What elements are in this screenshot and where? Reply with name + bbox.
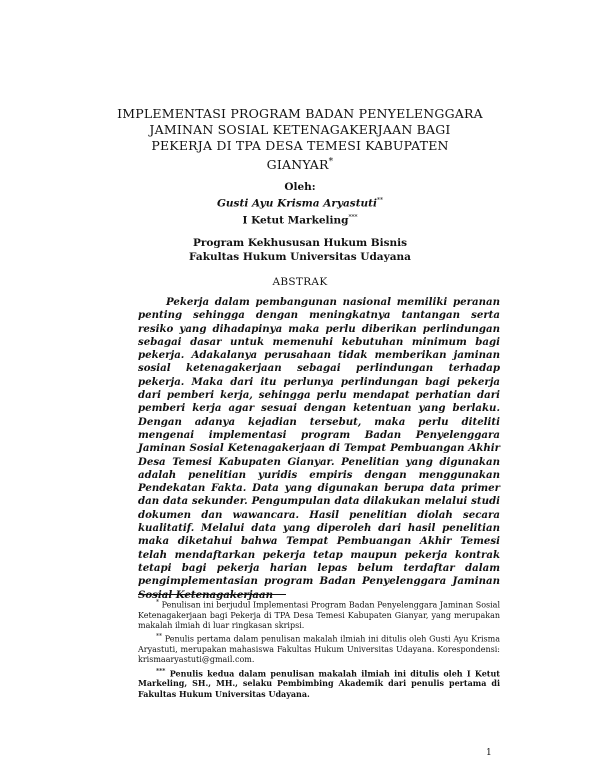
author-1-name: Gusti Ayu Krisma Aryastuti bbox=[216, 197, 378, 210]
author-2-mark: *** bbox=[348, 213, 358, 221]
footnote-1 bbox=[138, 598, 500, 631]
footnote-mark: *** bbox=[156, 667, 166, 675]
program-name: Program Kekhususan Hukum Bisnis bbox=[192, 237, 408, 249]
abstract-body: Pekerja dalam pembangunan nasional memiliki peranan penting sehingga dengan meningkatnya tantangan serta resiko yang dihadapinya maka perlu diberikan perlindungan sebagai dasar untuk memenuhi kebutuhan minimum bagi pekerja. Adakalanya perusahaan tidak memberikan jaminan sosial ketenagakerjaan sebagai perlindungan terhadap pekerja. Maka dari itu perlunya perlindungan bagi pekerja dari pemberi kerja, sehingga perlu mendapat perhatian dari pemberi kerja agar sesuai dengan ketentuan yang berlaku. Dengan adanya kejadian tersebut, maka perlu diteliti mengenai implementasi program Badan Penyelenggara Jaminan Sosial Ketenagakerjaan di Tempat Pembuangan Akhir Desa Temesi Kabupaten Gianyar. Penelitian yang digunakan adalah penelitian yuridis empiris dengan menggunakan Pendekatan Fakta. Data yang digunakan berupa data primer dan data sekunder. Pengumpulan data dilakukan melalui studi dokumen dan wawancara. Hasil penelitian diolah secara kualitatif. Melalui data yang diperoleh dari hasil penelitian maka diketahui bahwa Tempat Pembuangan Akhir Temesi telah mendaftarkan pekerja tetap maupun pekerja kontrak tetapi bagi pekerja harian lepas belum terdaftar dalam pengimplementasian program Badan Penyelenggara Jaminan Sosial Ketenagakerjaan bbox=[138, 296, 500, 601]
title-line bbox=[110, 154, 490, 173]
footnote-divider bbox=[138, 594, 286, 595]
author-2 bbox=[120, 211, 480, 228]
page-number: 1 bbox=[486, 748, 492, 758]
affiliation-block bbox=[120, 236, 480, 264]
footnote-text: Penulisan ini berjudul Implementasi Program Badan Penyelenggara Jaminan Sosial Ketenagakerjaan bagi Pekerja di TPA Desa Temesi Kabupaten Gianyar, yang merupakan makalah ilmiah di luar ringkasan skripsi. bbox=[138, 600, 501, 631]
title-line-last: GIANYAR bbox=[266, 157, 329, 173]
title-footnote-mark: * bbox=[328, 157, 334, 167]
title-line: IMPLEMENTASI PROGRAM BADAN PENYELENGGARA bbox=[117, 106, 483, 121]
faculty-name: Fakultas Hukum Universitas Udayana bbox=[189, 251, 411, 263]
footnote-mark: ** bbox=[156, 633, 162, 641]
footnotes bbox=[138, 598, 500, 700]
footnote-text: Penulis pertama dalam penulisan makalah ilmiah ini ditulis oleh Gusti Ayu Krisma Aryastuti, merupakan mahasiswa Fakultas Hukum Universitas Udayana. Korespondensi: krismaaryastuti@gmail.com. bbox=[138, 634, 500, 665]
author-1 bbox=[120, 194, 480, 211]
footnote-2 bbox=[138, 632, 500, 665]
oleh-label: Oleh: bbox=[284, 181, 316, 193]
footnote-text: Penulis kedua dalam penulisan makalah ilmiah ini ditulis oleh I Ketut Markeling, SH., MH., selaku Pembimbing Akademik dari penulis pertama di Fakultas Hukum Universitas Udayana. bbox=[138, 668, 500, 699]
abstract-heading: ABSTRAK bbox=[272, 276, 328, 288]
author-1-mark: ** bbox=[377, 197, 384, 204]
title-line: JAMINAN SOSIAL KETENAGAKERJAAN BAGI bbox=[149, 122, 451, 137]
authors-block bbox=[120, 180, 480, 227]
title-line: PEKERJA DI TPA DESA TEMESI KABUPATEN bbox=[151, 138, 449, 153]
footnote-mark: * bbox=[156, 599, 159, 606]
author-2-name: I Ketut Markeling bbox=[242, 214, 349, 226]
paper-title bbox=[110, 106, 490, 173]
footnote-3 bbox=[138, 667, 500, 699]
